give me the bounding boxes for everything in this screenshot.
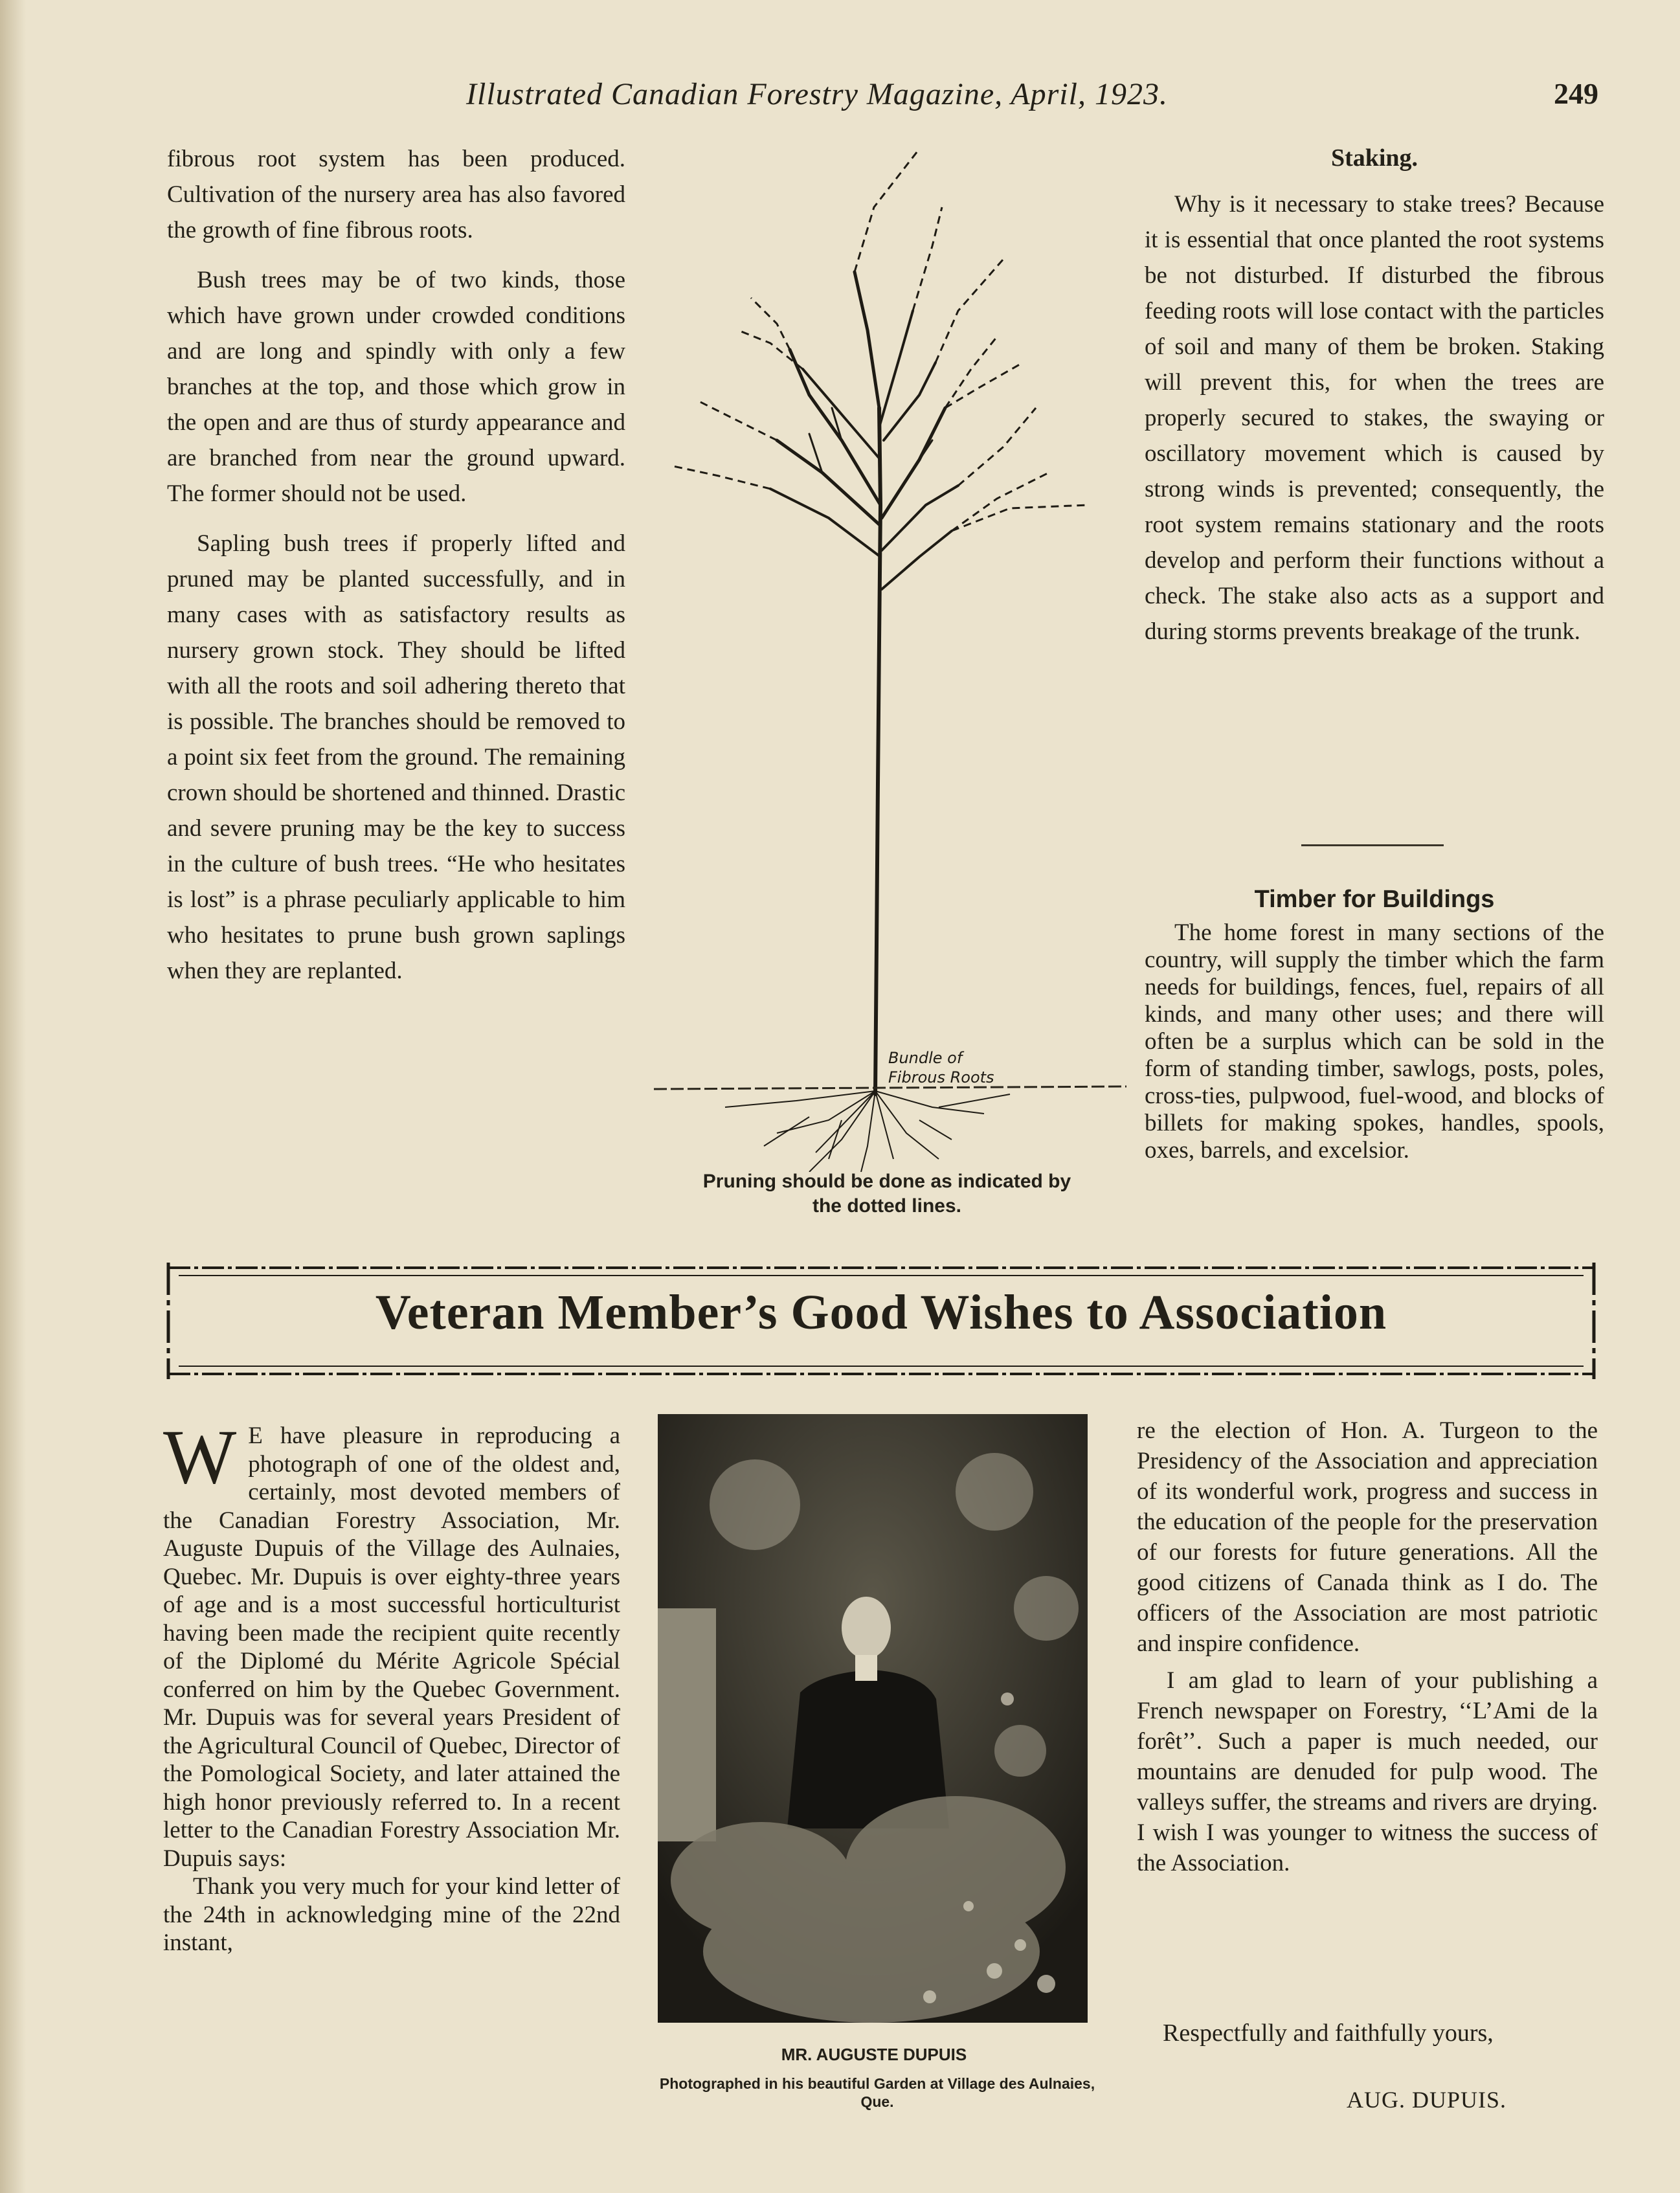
magazine-title: Illustrated Canadian Forestry Magazine, April, 1923. bbox=[466, 77, 1168, 111]
article-left-column bbox=[163, 1413, 620, 1957]
right-column-top bbox=[1145, 186, 1604, 664]
garden-photo-image bbox=[658, 1414, 1088, 2023]
tree-drawing bbox=[647, 136, 1126, 1172]
root-label-line1: Bundle of bbox=[888, 1049, 963, 1067]
letter-closing: Respectfully and faithfully yours, bbox=[1163, 2019, 1494, 2047]
paragraph: Sapling bush trees if properly lifted and pruned may be planted successfully, and in many cases with as satisfactory results as nursery grown stock. They should be lifted with all the roots and soil adhering thereto that is possible. The branches should be removed to a point six feet from the ground. The remaining crown should be shortened and thinned. Drastic and severe pruning may be the key to success in the culture of bush trees. “He who hesitates is lost” is a phrase peculiarly applicable to him who hesitates to prune bush grown saplings when they are replanted. bbox=[167, 530, 625, 984]
left-column-top bbox=[167, 141, 625, 1003]
letter-opening: Thank you very much for your kind letter of the 24th in acknowledging mine of the 22nd instant, bbox=[163, 1873, 620, 1956]
figure-caption bbox=[647, 1169, 1126, 1219]
paragraph: Bush trees may be of two kinds, those which have grown under crowded conditions and are long and spindly with only a few branches at the top, and those which grow in the open and are thus of sturdy appearance and are branched from near the ground upward. The former should not be used. bbox=[167, 267, 625, 507]
root-label-line2: Fibrous Roots bbox=[888, 1068, 994, 1086]
timber-heading: Timber for Buildings bbox=[1254, 886, 1495, 913]
paragraph: Why is it necessary to stake trees? Because it is essential that once planted the root systems be not disturbed. If disturbed the fibrous feeding roots will lose contact with the particles of soil and many of them be broken. Staking will prevent this, for when the trees are properly secured to stakes, the swaying or oscillatory movement which is caused by strong winds is prevented; consequently, the root system remains stationary and the roots develop and perform their functions without a check. The stake also acts as a support and during storms prevents breakage of the trunk. bbox=[1145, 191, 1604, 645]
article-right-column bbox=[1137, 1415, 1598, 1885]
article-title-banner bbox=[163, 1256, 1599, 1386]
paragraph: fibrous root system has been produced. Cultivation of the nursery area has also favored the growth of fine fibrous roots. bbox=[167, 146, 625, 243]
tree-pruning-illustration bbox=[647, 136, 1126, 1172]
intro-text: E have pleasure in reproducing a photograph of one of the oldest and, certainly, most devoted members of the Canadian Forestry Association, Mr. Auguste Dupuis of the Village des Aulnaies, Quebec. Mr. Dupuis is over eighty-three years of age and is a most successful horticulturist having been made the recipient quite recently of the Diplomé du Mérite Agricole Spécial conferred on him by the Quebec Government. Mr. Dupuis was for several years President of the Agricultural Council of Quebec, Director of the Pomological Society, and later attained the high honor previously referred to. In a recent letter to the Canadian Forestry Association Mr. Dupuis says: bbox=[163, 1423, 620, 1872]
staking-heading: Staking. bbox=[1330, 144, 1418, 172]
paragraph: The home forest in many sections of the country, will supply the timber which the farm needs for buildings, fences, fuel, repairs of all kinds, and many other uses; and there will often be a surplus which can be sold in the form of standing timber, sawlogs, posts, poles, cross-ties, pulpwood, fuel-wood, and blocks of billets for making spokes, handles, spools, oxes, barrels, and excelsior. bbox=[1145, 919, 1604, 1164]
running-header bbox=[0, 76, 1680, 122]
caption-line: the dotted lines. bbox=[812, 1195, 961, 1217]
letter-signature: AUG. DUPUIS. bbox=[1347, 2087, 1507, 2113]
letter-paragraph: re the election of Hon. A. Turgeon to the Presidency of the Association and appreciation of its wonderful work, progress and success in the education of the people for the preservation of our forests for future generations. All the good citizens of Canada think as I do. The officers of the Association are most patriotic and inspire confidence. bbox=[1137, 1417, 1598, 1657]
drop-cap: W bbox=[163, 1413, 237, 1500]
timber-section bbox=[1145, 919, 1604, 1164]
section-divider bbox=[1301, 844, 1444, 846]
photo-caption-name: MR. AUGUSTE DUPUIS bbox=[781, 2045, 967, 2064]
article-title: Veteran Member’s Good Wishes to Association bbox=[375, 1285, 1387, 1340]
page-edge-shadow bbox=[0, 0, 26, 2193]
portrait-photograph bbox=[658, 1414, 1088, 2023]
caption-line: Pruning should be done as indicated by bbox=[702, 1171, 1071, 1192]
photo-caption-subtitle: Photographed in his beautiful Garden at Village des Aulnaies, Que. bbox=[659, 2075, 1095, 2110]
letter-paragraph: I am glad to learn of your publishing a French newspaper on Forestry, ‘‘L’Ami de la forêt’’. Such a paper is much needed, our mountains are denuded for pulp wood. The valleys suffer, the streams and rivers are drying. I wish I was younger to witness the success of the Association. bbox=[1137, 1667, 1598, 1876]
page-number: 249 bbox=[1554, 77, 1598, 110]
intro-paragraph bbox=[163, 1413, 620, 1872]
